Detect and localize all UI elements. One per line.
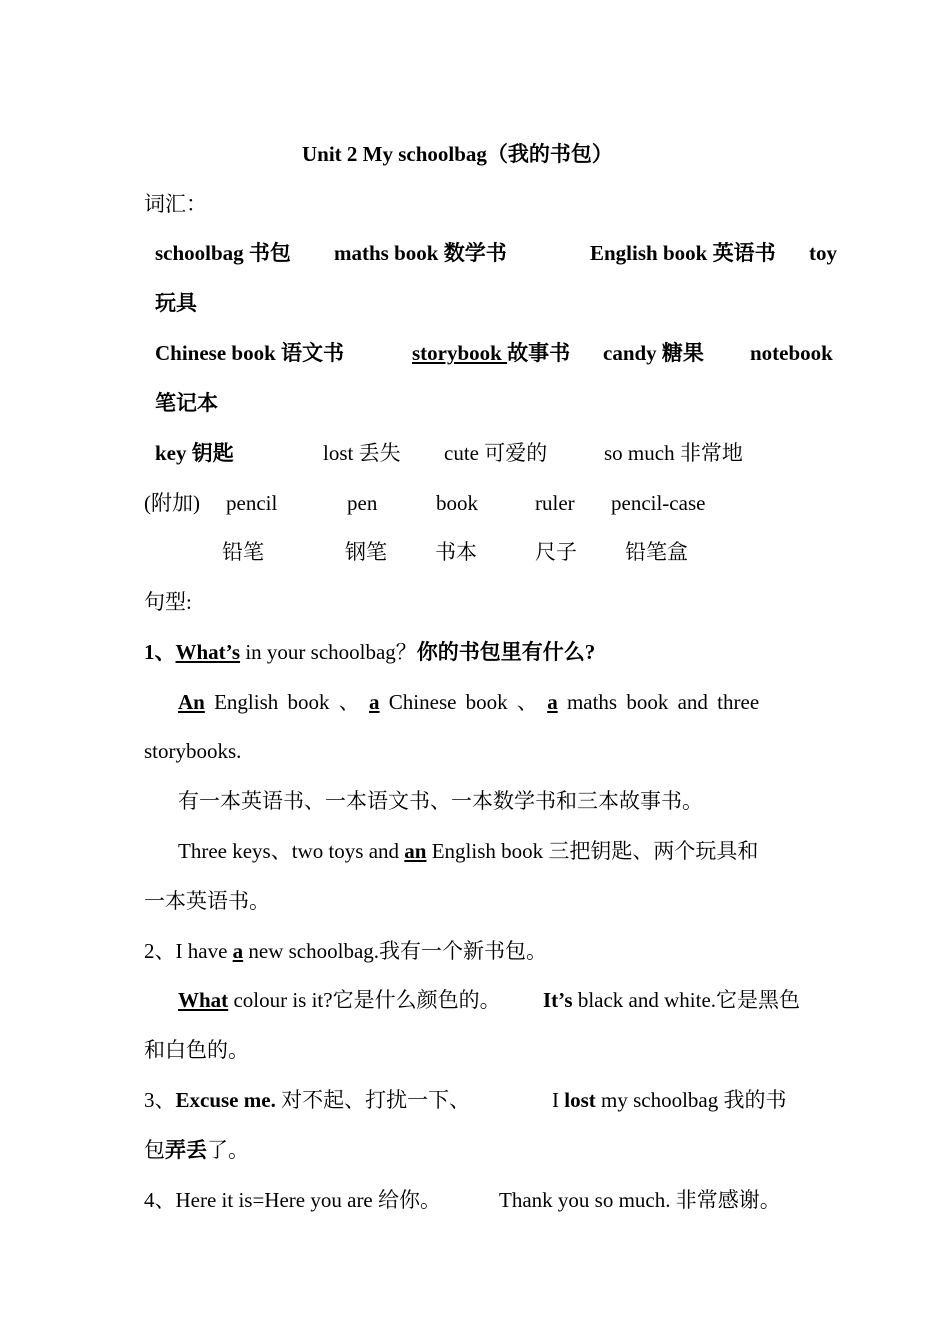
extra-cn-pencil-case: 铅笔盒 bbox=[625, 540, 688, 564]
sentence-1-answer: An English book 、 a Chinese book 、 a maths book and three bbox=[178, 690, 760, 714]
extra-word-pen: pen bbox=[347, 491, 378, 515]
vocab-label: 词汇： bbox=[144, 192, 207, 216]
sentence-3-lost: I lost my schoolbag 我的书 bbox=[552, 1088, 787, 1112]
extra-word-pencil: pencil bbox=[226, 491, 278, 515]
vocab-notebook: notebook bbox=[750, 341, 833, 365]
sentence-1-answer-cn: 有一本英语书、一本语文书、一本数学书和三本故事书。 bbox=[178, 789, 703, 813]
vocab-schoolbag: schoolbag 书包 bbox=[155, 241, 291, 265]
vocab-lost: lost 丢失 bbox=[323, 441, 401, 465]
page-title: Unit 2 My schoolbag（我的书包） bbox=[302, 142, 613, 166]
sentence-1-question: 1、What’s in your schoolbag？你的书包里有什么? bbox=[144, 640, 596, 664]
sentence-1-example-wrap: 一本英语书。 bbox=[144, 889, 270, 913]
vocab-candy: candy 糖果 bbox=[603, 341, 704, 365]
vocab-toy: toy bbox=[809, 241, 837, 265]
sentence-2-wrap: 和白色的。 bbox=[144, 1038, 249, 1062]
sentence-4: 4、Here it is=Here you are 给你。 bbox=[144, 1188, 442, 1212]
vocab-cute: cute 可爱的 bbox=[444, 441, 548, 465]
vocab-maths-book: maths book 数学书 bbox=[334, 241, 507, 265]
sentence-2: 2、I have a new schoolbag.我有一个新书包。 bbox=[144, 939, 548, 963]
sentence-1-example: Three keys、two toys and an English book 三把钥匙、两个玩具和 bbox=[178, 839, 759, 863]
vocab-storybook: storybook 故事书 bbox=[412, 341, 571, 365]
sentence-1-answer-wrap: storybooks. bbox=[144, 739, 242, 763]
sentences-label: 句型: bbox=[144, 590, 192, 614]
extra-word-ruler: ruler bbox=[535, 491, 575, 515]
extra-cn-pencil: 铅笔 bbox=[222, 540, 264, 564]
vocab-english-book: English book 英语书 bbox=[590, 241, 776, 265]
vocab-toy-cn: 玩具 bbox=[155, 291, 197, 315]
sentence-4-thanks: Thank you so much. 非常感谢。 bbox=[499, 1188, 781, 1212]
extra-cn-pen: 钢笔 bbox=[345, 540, 387, 564]
sentence-2-colour: What colour is it?它是什么颜色的。 bbox=[178, 988, 501, 1012]
vocab-chinese-book: Chinese book 语文书 bbox=[155, 341, 345, 365]
sentence-3-wrap: 包弄丢了。 bbox=[144, 1138, 249, 1162]
extra-word-book: book bbox=[436, 491, 478, 515]
extra-word-pencil-case: pencil-case bbox=[611, 491, 706, 515]
sentence-3: 3、Excuse me. 对不起、打扰一下、 bbox=[144, 1088, 471, 1112]
vocab-key: key 钥匙 bbox=[155, 441, 234, 465]
sentence-2-answer: It’s black and white.它是黑色 bbox=[543, 988, 801, 1012]
vocab-so-much: so much 非常地 bbox=[604, 441, 743, 465]
extra-cn-book: 书本 bbox=[435, 540, 477, 564]
extra-label: (附加) bbox=[144, 491, 200, 515]
vocab-notebook-cn: 笔记本 bbox=[155, 391, 218, 415]
extra-cn-ruler: 尺子 bbox=[535, 540, 577, 564]
